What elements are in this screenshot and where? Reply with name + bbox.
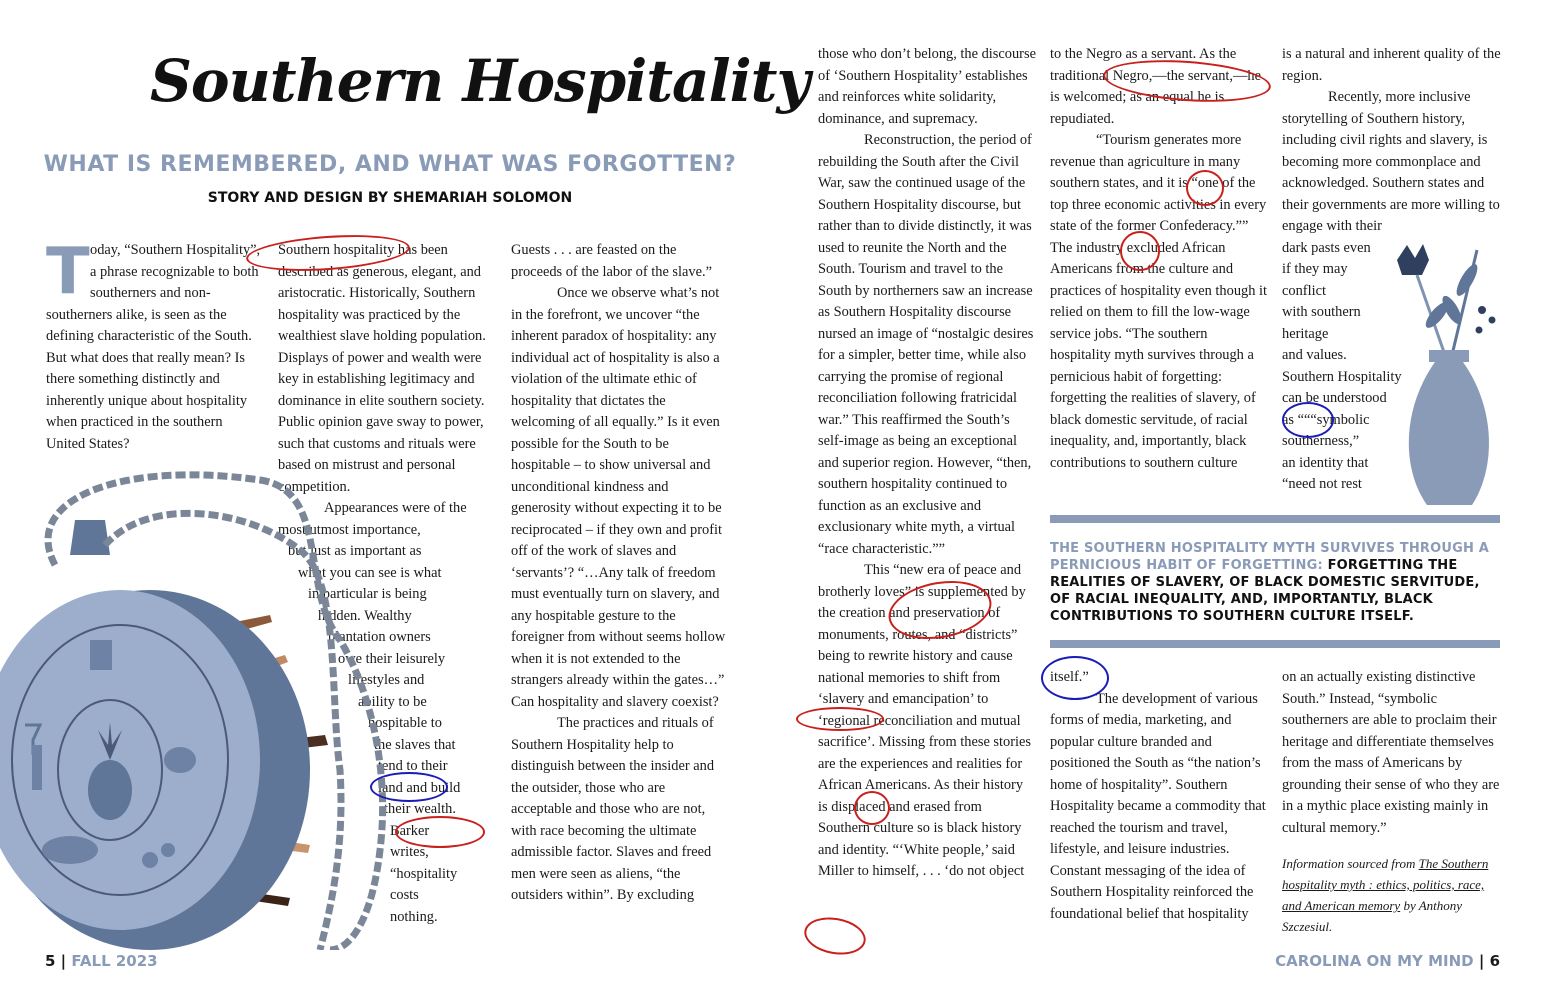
paragraph: Southern hospitality has been described as generous, elegant, and aristocratic. Historically, Southern hospitality was practiced by the wealthiest slave holding population. Displays of power and wealth were key in establishing legitimacy and dominance in elite southern society. Public opinion gave sway to power, such that customs and rituals were based on mistrust and personal competition. [278,242,486,495]
right-bottom-column-3 [1282,667,1504,937]
text-line: tend to their [378,758,448,774]
text-line: with southern [1282,304,1361,320]
text-line: ability to be [358,693,427,710]
source-credit [1282,853,1504,937]
text-line: costs [390,887,419,903]
article-subtitle: WHAT IS REMEMBERED, AND WHAT WAS FORGOTTEN? [43,152,737,177]
flower-icon [1397,244,1429,275]
right-column-1 [818,44,1036,883]
text-line: hospitable to [368,715,442,731]
paragraph: Reconstruction, the period of rebuilding the South after the Civil War, saw the continued usage of the Southern Hospitality discourse, but rather than to divide distinctly, it was used to reunite the North and the South. Tourism and travel to the South by northerners saw an increase as Southern Hospitality discourse nursed an image of “nostalgic desires for a simpler, better time, while also carrying the promise of regional reconciliation following fratricidal war.” This reaffirmed the South’s self-image as being an exceptional and superior region. However, “then, southern hospitality continued to function as an exclusive and exclusionary white myth, a virtual “race characteristic.”” [818,132,1034,557]
paragraph: “Tourism generates more revenue than agriculture in many southern states, and it is “one of the top three economic activities in every state of the former Confederacy.”” The industry excluded African Americans from the culture and practices of hospitality even though it relied on them to fill the low-wage service jobs. “The southern hospitality myth survives through a pernicious habit of forgetting: forgetting the realities of slavery, of black domestic servitude, of racial inequality, and, importantly, black contributions to southern culture [1050,132,1268,471]
right-column-2 [1050,44,1268,474]
text-line: Barker [390,822,430,839]
paragraph: is a natural and inherent quality of the region. [1282,46,1501,84]
text-line: the slaves that [374,736,456,753]
vase-icon [1409,362,1489,505]
paragraph: itself.” [1050,669,1089,685]
page-number: 5 [45,952,56,970]
credit-prefix: Information sourced from [1282,856,1419,871]
text-line: dark pasts even [1282,239,1371,256]
intro-paragraph: oday, “Southern Hospitality”, a phrase recognizable to both southerners and non-southerners alike, is seen as the defining characteristic of the South. But what does that really mean? Is there something distinctly and inherently unique about hospitality when practiced in the southern United States? [46,242,261,452]
text-line: hidden. Wealthy [318,607,412,624]
credit-title-link[interactable]: The Southern hospitality myth : ethics, politics, race, and American memory [1282,856,1489,913]
cake-icon [42,836,98,864]
rocking-chair-icon [90,640,112,670]
text-line: owe their leisurely [338,650,446,667]
callout-bottom-bar [1050,640,1500,648]
pull-quote [1050,540,1500,625]
text-line: Appearances were of the [324,500,467,516]
paragraph: Once we observe what’s not in the forefront, we uncover “the inherent paradox of hospitality: any individual act of hospitality is also a violation of the ultimate ethic of hospitality that dictates the welcoming of all equally.” Is it even possible for the South to be hospitable – to show universal and unconditional kindness and generosity without expecting it to be reciprocated – if they own and profit off of the work of slaves and ‘servants’? “…Any talk of freedom must eventually turn on slavery, and any hospitable gesture to the foreigner from without seems hollow when it is not extended to the strangers already within the gates…” Can hospitality and slavery coexist? [511,285,726,710]
footer-separator: | [1478,952,1485,970]
text-line: and values. [1282,347,1347,363]
credit-suffix: by Anthony Szczesiul. [1282,898,1463,934]
berry-icon [1478,306,1486,314]
pull-quote-light: THE SOUTHERN HOSPITALITY MYTH SURVIVES THROUGH A PERNICIOUS HABIT OF FORGETTING: [1050,541,1490,573]
publication-label: CAROLINA ON MY MIND [1275,952,1474,970]
drop-cap: T [46,235,90,309]
text-line: writes, [390,844,429,860]
pull-quote-dark: FORGETTING THE REALITIES OF SLAVERY, OF BLACK DOMESTIC SERVITUDE, OF RACIAL INEQUALITY, AND, IMPORTANTLY, BLACK CONTRIBUTIONS TO SOUTHERN CULTURE ITSELF. [1050,558,1480,624]
text-line: southerness,” [1282,433,1360,449]
footer-separator: | [60,952,67,970]
paragraph: those who don’t belong, the discourse of ‘Southern Hospitality’ establishes and reinforces white solidarity, dominance, and supremacy. [818,46,1036,127]
page-number: 6 [1489,952,1500,970]
text-line: what you can see is what [298,564,442,581]
platter-chain-illustration [0,470,420,950]
article-byline: STORY AND DESIGN BY SHEMARIAH SOLOMON [207,190,573,206]
text-line: nothing. [390,908,438,925]
text-line: “hospitality [390,865,458,882]
right-bottom-column-2 [1050,667,1268,925]
text-line: land and build [378,779,461,796]
page-footer-left [45,952,158,970]
platter-handle [70,520,110,555]
vase-flowers-illustration [1367,240,1507,508]
left-column-1 [46,235,262,455]
right-page [772,0,1545,1000]
text-line: lifestyles and [348,672,425,688]
issue-label: FALL 2023 [71,952,158,970]
article-title: Southern Hospitality [150,47,810,115]
text-line: conflict [1282,282,1326,299]
text-line: as “““symbolic [1282,411,1370,428]
bottle-icon [32,745,42,790]
text-line: most utmost importance, [278,521,421,538]
text-line: can be understood [1282,390,1387,406]
text-line: if they may [1282,261,1348,277]
text-line: in particular is being [308,586,427,602]
text-line: heritage [1282,325,1329,342]
paragraph: The practices and rituals of Southern Hospitality help to distinguish between the insider and the outsider, those who are acceptable and those who are not, with race becoming the ultimate admissible factor. Slaves and freed men were seen as aliens, “the outsiders within”. By excluding [511,715,715,903]
text-line: Southern Hospitality [1282,368,1402,385]
paragraph: Guests . . . are feasted on the proceeds of the labor of the slave.” [511,242,712,280]
paragraph: The development of various forms of media, marketing, and popular culture branded and positioned the South as “the nation’s home of hospitality”. Southern Hospitality became a commodity that reached the tourism and travel, lifestyle, and leisure industries. Constant messaging of the idea of Southern Hospitality reinforced the foundational belief that hospitality [1050,690,1266,922]
text-line: their wealth. [384,801,456,817]
paragraph: Recently, more inclusive storytelling of Southern history, including civil rights and slavery, is becoming more commonplace and acknowledged. Southern states and their governments are more willing to engage with their [1282,89,1500,234]
text-line: “need not rest [1282,476,1362,492]
teapot-icon [164,747,196,773]
callout-top-bar [1050,515,1500,523]
paragraph: to the Negro as a servant. As the traditional Negro,—the servant,—he is welcomed; as an equal he is repudiated. [1050,46,1261,127]
text-line: plantation owners [328,629,431,645]
left-column-3 [511,240,729,907]
paragraph: on an actually existing distinctive South.” Instead, “symbolic southerners are able to proclaim their heritage and differentiate themselves from the mass of Americans by grounding their sense of who they are in a mythic place existing mainly in cultural memory.” [1282,669,1500,836]
page-footer-right [1275,952,1500,970]
paragraph: This “new era of peace and brotherly loves” is supplemented by the creation and preservation of monuments, routes, and “districts” being to rewrite history and cause national memories to shift from ‘slavery and emancipation’ to ‘regional reconciliation and mutual sacrifice’. Missing from these stories are the experiences and realities for African Americans. As their history is displaced and erased from Southern culture so is black history and identity. “‘White people,’ said Miller to himself, . . . ‘do not object [818,562,1032,879]
text-line: an identity that [1282,454,1369,471]
text-line: but just as important as [288,543,422,559]
